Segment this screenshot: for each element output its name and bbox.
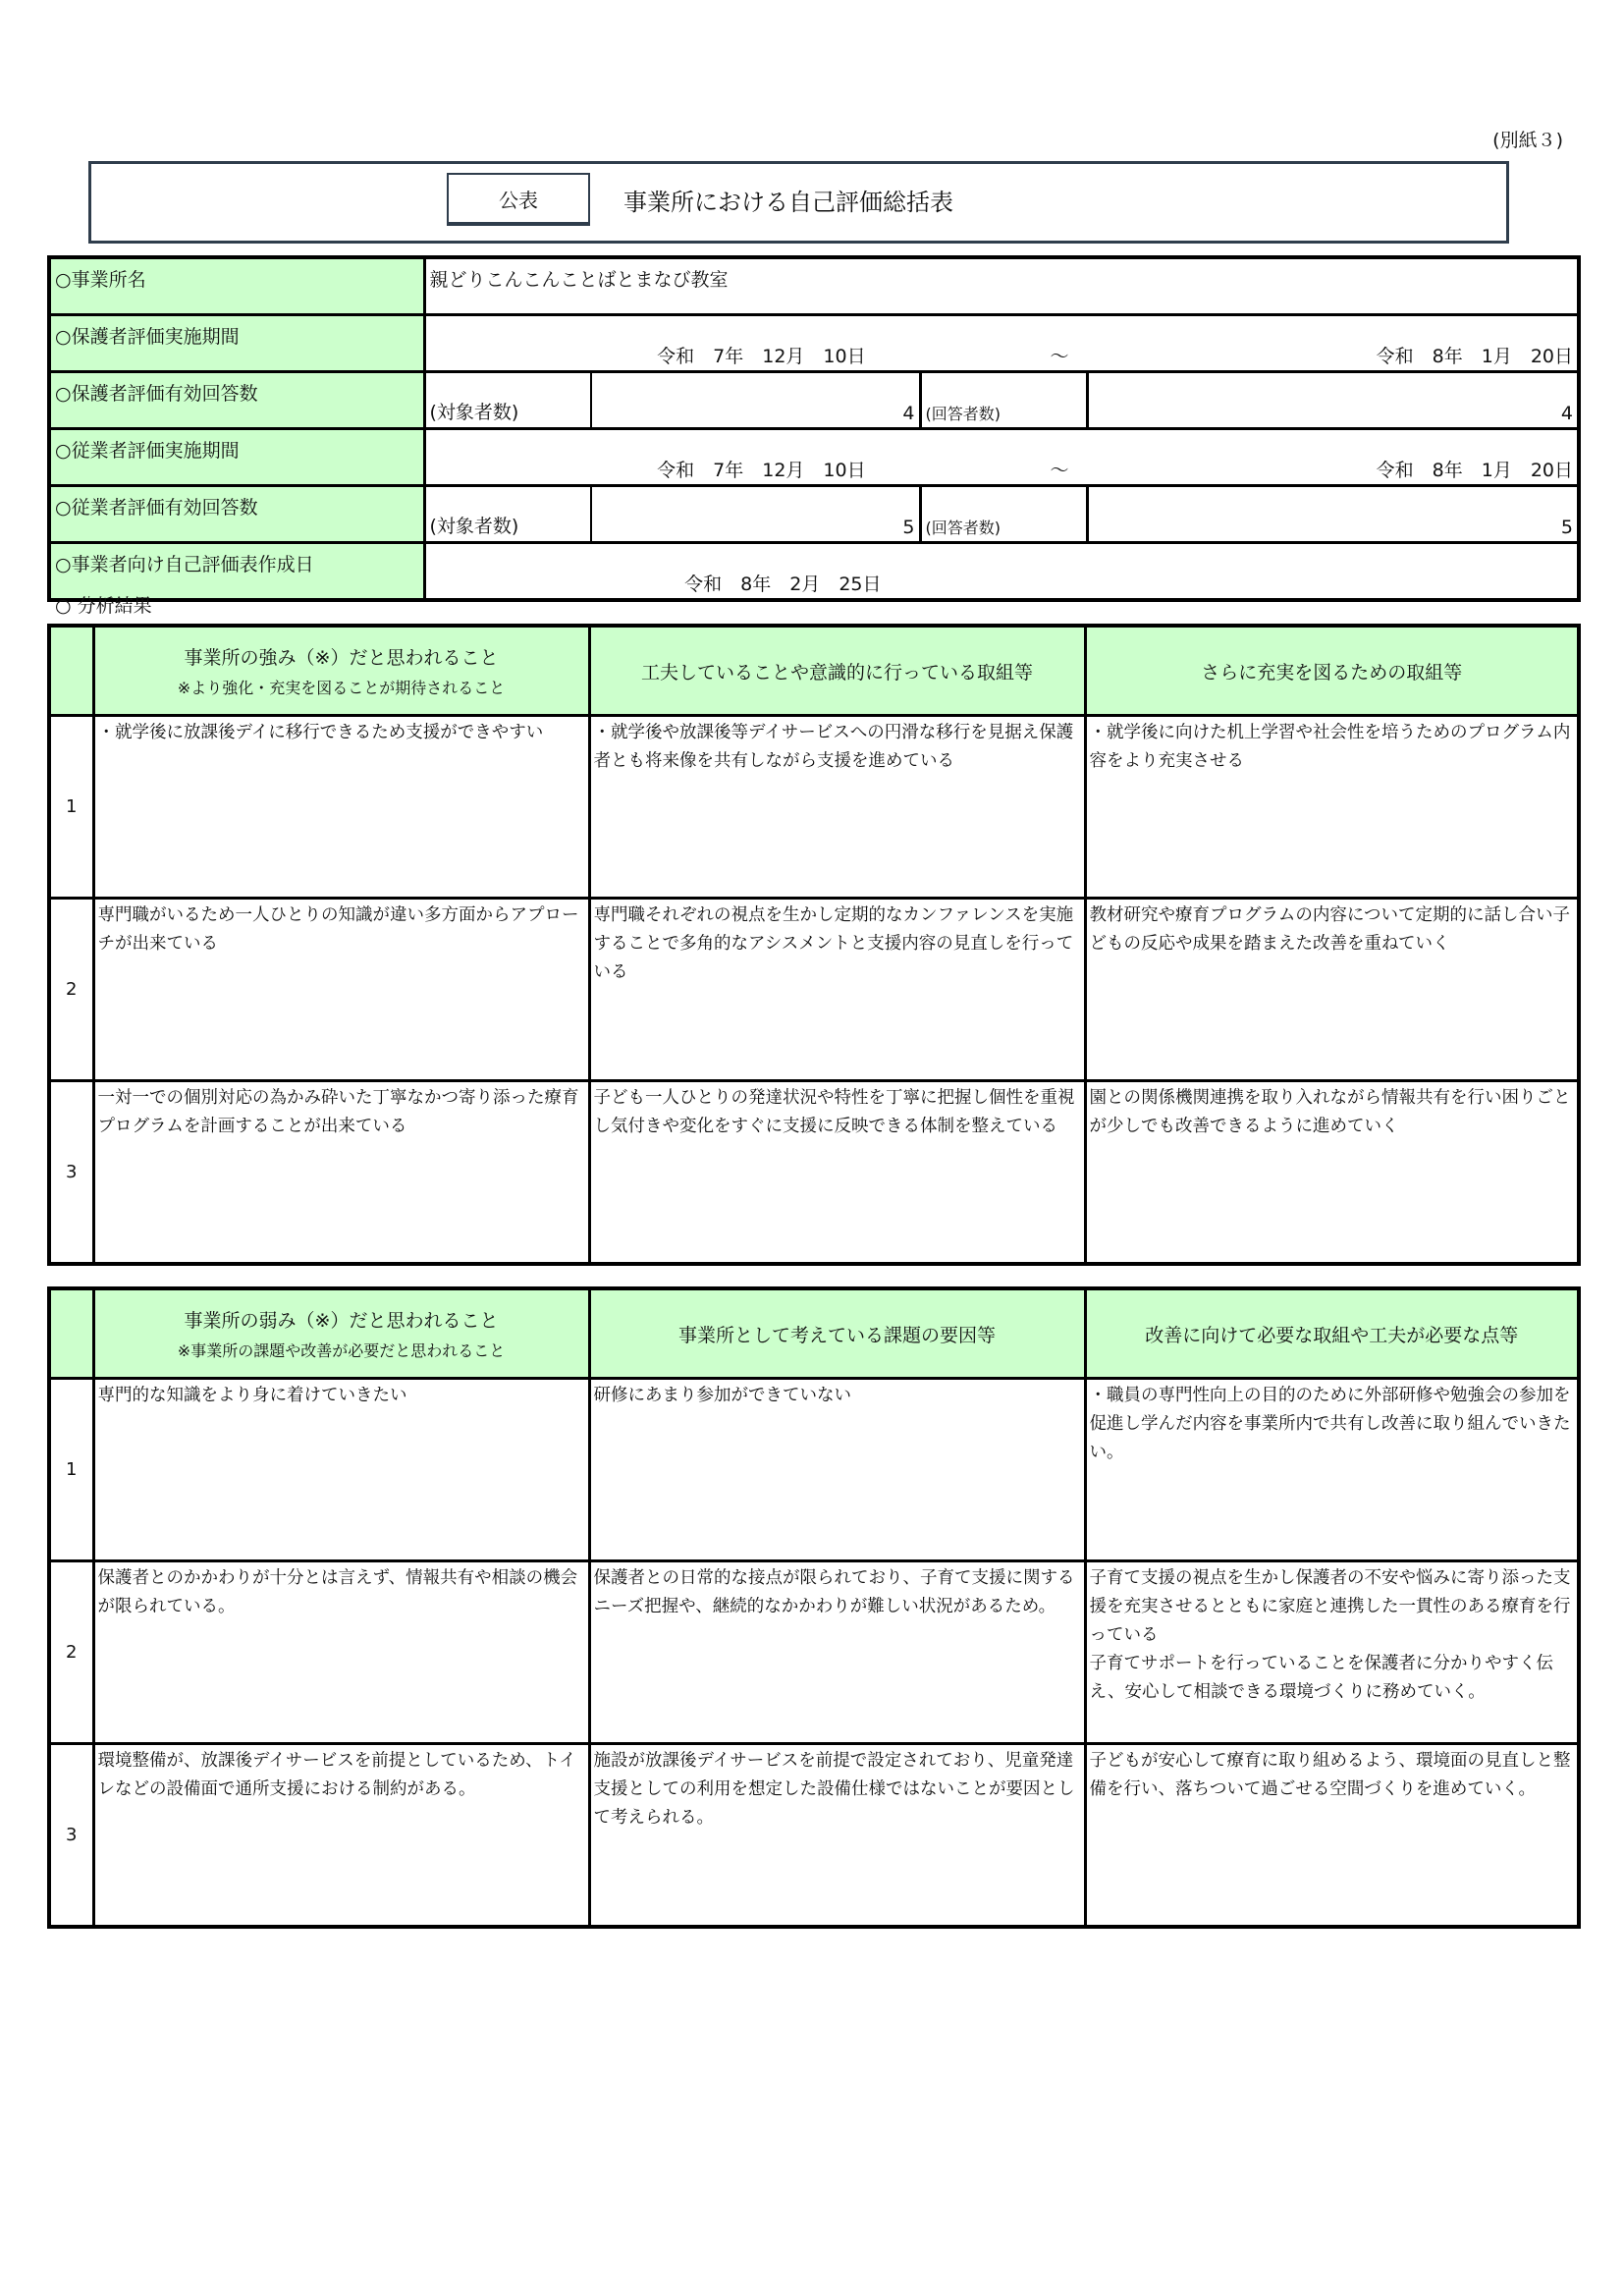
- document-title: 事業所における自己評価総括表: [623, 189, 953, 216]
- row-number: 2: [49, 899, 93, 1081]
- staff-target-label: (対象者数): [424, 486, 591, 543]
- info-row-staff-responses: [49, 486, 1579, 543]
- info-row-staff-period: [49, 429, 1579, 486]
- row-number: 1: [49, 716, 93, 899]
- enhancement-cell: ・就学後に向けた机上学習や社会性を培うためのプログラム内容をより充実させる: [1085, 716, 1579, 899]
- staff-answer-label: (回答者数): [920, 486, 1087, 543]
- cause-cell: 保護者との日常的な接点が限られており、子育て支援に関するニーズ把握や、継続的なかかわりが難しい状況があるため。: [589, 1561, 1085, 1744]
- enhancement-cell: 教材研究や療育プログラムの内容について定期的に話し合い子どもの反応や成果を踏まえた改善を重ねていく: [1085, 899, 1579, 1081]
- info-row-created-date: [49, 543, 1579, 601]
- weaknesses-header-no: [49, 1288, 93, 1379]
- strengths-header-col1: [93, 626, 589, 716]
- row-number: 2: [49, 1561, 93, 1744]
- weakness-cell: 保護者とのかかわりが十分とは言えず、情報共有や相談の機会が限られている。: [93, 1561, 589, 1744]
- info-row-office-name: [49, 257, 1579, 315]
- strengths-header-col3: さらに充実を図るための取組等: [1085, 626, 1579, 716]
- row-number: 3: [49, 1744, 93, 1928]
- enhancement-cell: 園との関係機関連携を取り入れながら情報共有を行い困りごとが少しでも改善できるように進めていく: [1085, 1081, 1579, 1265]
- guardian-period-separator: ～: [1050, 346, 1069, 367]
- cause-cell: 施設が放課後デイサービスを前提で設定されており、児童発達支援としての利用を想定した設備仕様ではないことが要因として考えられる。: [589, 1744, 1085, 1928]
- table-row: [49, 1379, 1579, 1561]
- strength-cell: 一対一での個別対応の為かみ砕いた丁寧なかつ寄り添った療育プログラムを計画することが出来ている: [93, 1081, 589, 1265]
- created-date-cell: [424, 543, 1579, 601]
- weaknesses-header-row: [49, 1288, 1579, 1379]
- table-row: [49, 899, 1579, 1081]
- info-row-guardian-period: [49, 315, 1579, 372]
- strengths-header-col2: 工夫していることや意識的に行っている取組等: [589, 626, 1085, 716]
- office-name-value: 親どりこんこんことばとまなび教室: [424, 257, 1579, 315]
- office-name-label: ○事業所名: [49, 257, 424, 315]
- weaknesses-table: [47, 1286, 1581, 1929]
- staff-period-value: [424, 429, 1579, 486]
- cause-cell: 研修にあまり参加ができていない: [589, 1379, 1085, 1561]
- created-date-value: 令和 8年 2月 25日: [684, 574, 882, 595]
- guardian-period-end: 令和 8年 1月 20日: [1376, 346, 1574, 367]
- weakness-cell: 環境整備が、放課後デイサービスを前提としているため、トイレなどの設備面で通所支援における制約がある。: [93, 1744, 589, 1928]
- strengths-header-row: [49, 626, 1579, 716]
- weaknesses-header-col3: 改善に向けて必要な取組や工夫が必要な点等: [1085, 1288, 1579, 1379]
- table-row: [49, 1561, 1579, 1744]
- created-date-label: ○事業者向け自己評価表作成日: [49, 543, 424, 601]
- improvement-cell: 子育て支援の視点を生かし保護者の不安や悩みに寄り添った支援を充実させるとともに家庭と連携した一貫性のある療育を行っている 子育てサポートを行っていることを保護者に分かりやすく伝え、安心して相談できる環境づくりに務めていく。: [1085, 1561, 1579, 1744]
- improvement-cell: 子どもが安心して療育に取り組めるよう、環境面の見直しと整備を行い、落ちついて過ごせる空間づくりを進めていく。: [1085, 1744, 1579, 1928]
- strengths-header-col1-main: 事業所の強み（※）だと思われること: [184, 647, 499, 669]
- weakness-cell: 専門的な知識をより身に着けていきたい: [93, 1379, 589, 1561]
- weaknesses-header-col2: 事業所として考えている課題の要因等: [589, 1288, 1085, 1379]
- staff-period-label: ○従業者評価実施期間: [49, 429, 424, 486]
- publication-badge: [447, 173, 590, 226]
- strengths-header-no: [49, 626, 93, 716]
- guardian-responses-label: ○保護者評価有効回答数: [49, 372, 424, 429]
- weaknesses-header-col1-sub: ※事業所の課題や改善が必要だと思われること: [177, 1341, 506, 1360]
- guardian-period-value: [424, 315, 1579, 372]
- table-row: [49, 1081, 1579, 1265]
- strength-cell: 専門職がいるため一人ひとりの知識が違い多方面からアプローチが出来ている: [93, 899, 589, 1081]
- effort-cell: 子ども一人ひとりの発達状況や特性を丁寧に把握し個性を重視し気付きや変化をすぐに支援に反映できる体制を整えている: [589, 1081, 1085, 1265]
- guardian-target-count: 4: [591, 372, 920, 429]
- strengths-table: [47, 624, 1581, 1266]
- staff-target-count: 5: [591, 486, 920, 543]
- strengths-header-col1-sub: ※より強化・充実を図ることが期待されること: [177, 679, 506, 697]
- guardian-answer-label: (回答者数): [920, 372, 1087, 429]
- guardian-target-label: (対象者数): [424, 372, 591, 429]
- appendix-label: (別紙３): [1492, 130, 1563, 151]
- row-number: 1: [49, 1379, 93, 1561]
- weaknesses-header-col1-main: 事業所の弱み（※）だと思われること: [184, 1310, 499, 1332]
- staff-responses-label: ○従業者評価有効回答数: [49, 486, 424, 543]
- staff-period-start: 令和 7年 12月 10日: [657, 460, 866, 481]
- improvement-cell: ・職員の専門性向上の目的のために外部研修や勉強会の参加を促進し学んだ内容を事業所内で共有し改善に取り組んでいきたい。: [1085, 1379, 1579, 1561]
- guardian-period-start: 令和 7年 12月 10日: [657, 346, 866, 367]
- guardian-answer-count: 4: [1087, 372, 1579, 429]
- analysis-section-label: ○ 分析結果: [55, 595, 152, 617]
- info-table: [47, 255, 1581, 602]
- effort-cell: ・就学後や放課後等デイサービスへの円滑な移行を見据え保護者とも将来像を共有しながら支援を進めている: [589, 716, 1085, 899]
- publication-badge-text: 公表: [499, 188, 538, 212]
- guardian-period-label: ○保護者評価実施期間: [49, 315, 424, 372]
- info-row-guardian-responses: [49, 372, 1579, 429]
- staff-answer-count: 5: [1087, 486, 1579, 543]
- table-row: [49, 1744, 1579, 1928]
- effort-cell: 専門職それぞれの視点を生かし定期的なカンファレンスを実施することで多角的なアシスメントと支援内容の見直しを行っている: [589, 899, 1085, 1081]
- staff-period-separator: ～: [1050, 460, 1069, 481]
- table-row: [49, 716, 1579, 899]
- strength-cell: ・就学後に放課後デイに移行できるため支援ができやすい: [93, 716, 589, 899]
- weaknesses-header-col1: [93, 1288, 589, 1379]
- row-number: 3: [49, 1081, 93, 1265]
- staff-period-end: 令和 8年 1月 20日: [1376, 460, 1574, 481]
